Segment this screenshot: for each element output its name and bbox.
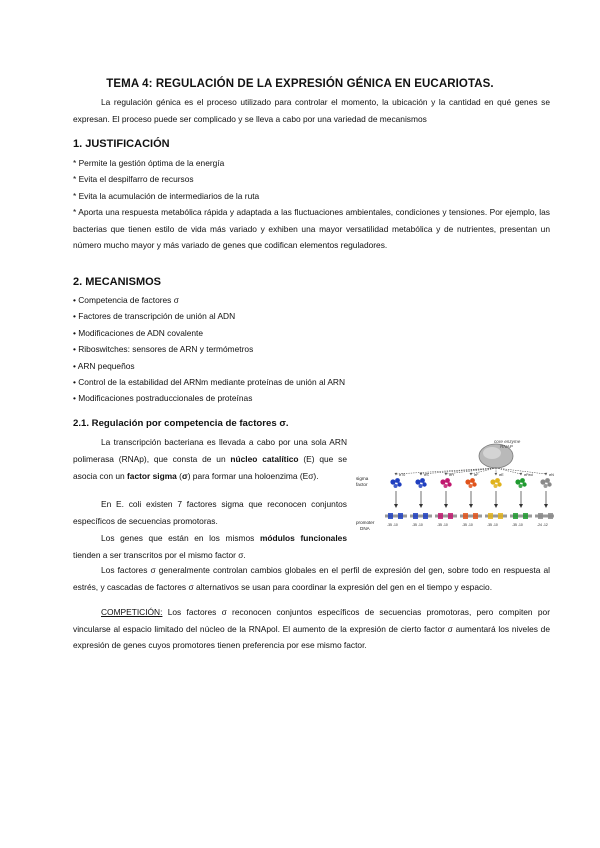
sigma-paragraph-1: La transcripción bacteriana es llevada a cabo por una sola ARN polimerasa (RNAp), que consta de un núcleo catalítico (E) que se asocia con un factor sigma (σ) para formar una holoenzima (Eσ).: [73, 437, 347, 481]
arrow-head: [394, 504, 398, 508]
list-item: * Evita el despilfarro de recursos: [73, 174, 194, 185]
arrow-head: [444, 504, 448, 508]
sigma-protein-domain: [444, 484, 448, 488]
sigma-factor-name: σF: [474, 473, 479, 477]
sigma-protein-domain: [415, 479, 420, 484]
sigma-protein-domain: [394, 484, 398, 488]
list-item: • Modificaciones postraduccionales de proteínas: [73, 393, 253, 404]
promoter-box-10: [448, 513, 453, 519]
list-item: • Riboswitches: sensores de ARN y termómetros: [73, 344, 254, 355]
sigma-paragraph-3: Los genes que están en los mismos módulos funcionales tienden a ser transcritos por el mismo factor σ.: [73, 533, 347, 560]
core-enzyme-highlight: [483, 447, 501, 459]
promoter-box-10: [398, 513, 403, 519]
page-title: TEMA 4: REGULACIÓN DE LA EXPRESIÓN GÉNICA EN EUCARIOTAS.: [106, 78, 494, 90]
sigma-protein-domain: [395, 478, 400, 483]
list-item: • Modificaciones de ADN covalente: [73, 327, 204, 338]
sigma-protein-domain: [497, 482, 501, 486]
list-item: * Evita la acumulación de intermediarios de la ruta: [73, 190, 260, 201]
sigma-paragraph-2: En E. coli existen 7 factores sigma que reconocen conjuntos específicos de secuencias promotoras.: [73, 499, 347, 526]
promoter-box-10: [423, 513, 428, 519]
promoter-box-35: [413, 513, 418, 519]
sigma-protein-domain: [522, 482, 526, 486]
sigma-protein-domain: [419, 484, 423, 488]
sigma-protein-domain: [469, 484, 473, 488]
sigma-factor-name: σFecI: [524, 473, 534, 477]
sigma-protein-domain: [540, 479, 545, 484]
promoter-position-label: -35 -10: [412, 523, 423, 527]
promoter-box-35: [388, 513, 393, 519]
sigma-factor-name: σN: [549, 473, 554, 477]
sigma-factor-name: σS: [424, 473, 429, 477]
sigma-paragraph-4: Los factores σ generalmente controlan cambios globales en el perfil de expresión del gen, sobre todo en respuesta al estrés, y cascadas de factores σ alternativos se usan para coordinar la expresión del gen en el tiempo y espacio.: [73, 565, 550, 592]
promoter-box-35: [463, 513, 468, 519]
sigma-protein-domain: [420, 478, 425, 483]
sigma-protein-domain: [472, 482, 476, 486]
arrow-head: [469, 504, 473, 508]
sigma-protein-domain: [470, 478, 475, 483]
promoter-position-label: -24 -12: [537, 523, 548, 527]
promoter-position-label: -35 -10: [437, 523, 448, 527]
section-1-heading: 1. JUSTIFICACIÓN: [73, 138, 170, 150]
list-item: • ARN pequeños: [73, 360, 135, 371]
promoter-position-label: -35 -10: [462, 523, 473, 527]
sigma-protein-domain: [440, 479, 445, 484]
arrow-head: [445, 473, 448, 476]
arrow-head: [520, 473, 523, 476]
promoter-box-35: [438, 513, 443, 519]
promoter-box-10: [498, 513, 503, 519]
rnap-label: RNAP: [500, 444, 513, 449]
sigma-protein-domain: [544, 484, 548, 488]
list-item: * Permite la gestión óptima de la energía: [73, 158, 225, 168]
sigma-protein-domain: [445, 478, 450, 483]
justification-list: [73, 155, 259, 204]
promoter-box-10: [473, 513, 478, 519]
list-item: • Competencia de factores σ: [73, 295, 179, 305]
promoter-box-10: [523, 513, 528, 519]
promoter-position-label: -35 -10: [387, 523, 398, 527]
sigma-protein-domain: [490, 479, 495, 484]
arrow-head: [470, 473, 473, 476]
sigma-protein-domain: [519, 484, 523, 488]
promoter-box-35: [538, 513, 543, 519]
sigma-protein-domain: [515, 479, 520, 484]
arrow-head: [544, 504, 548, 508]
promoter-position-label: -35 -10: [512, 523, 523, 527]
sigma-protein-domain: [390, 479, 395, 484]
list-item: • Factores de transcripción de unión al ADN: [73, 311, 236, 322]
dna-label: DNA: [360, 526, 370, 531]
sigma-factor-name: σH: [449, 473, 454, 477]
sigma-protein-domain: [547, 482, 551, 486]
sigma-protein-domain: [465, 479, 470, 484]
promoter-label: promoter: [356, 520, 375, 525]
sigma-protein-domain: [495, 478, 500, 483]
sigma-protein-domain: [397, 482, 401, 486]
sigma-protein-domain: [494, 484, 498, 488]
sigma-protein-domain: [422, 482, 426, 486]
section-2-heading: 2. MECANISMOS: [73, 276, 162, 288]
promoter-box-10: [548, 513, 553, 519]
arrow-head: [495, 473, 498, 476]
mechanisms-list: [73, 292, 345, 407]
promoter-position-label: -35 -10: [487, 523, 498, 527]
promoter-box-35: [488, 513, 493, 519]
factor-label: factor: [356, 482, 368, 487]
sigma-factor-name: σE: [499, 473, 504, 477]
section-2-1-heading: 2.1. Regulación por competencia de factores σ.: [73, 418, 289, 429]
sigma-label: sigma: [356, 476, 369, 481]
list-item: • Control de la estabilidad del ARNm mediante proteínas de unión al ARN: [73, 377, 346, 388]
sigma-protein-domain: [545, 478, 550, 483]
sigma-factor-name: σ70: [399, 473, 406, 477]
arrow-head: [519, 504, 523, 508]
sigma-protein-domain: [520, 478, 525, 483]
arrow-head: [494, 504, 498, 508]
intro-paragraph: La regulación génica es el proceso utilizado para controlar el momento, la ubicación y la cantidad en qué genes se expresan. El proceso puede ser complicado y se lleva a cabo por una variedad de mecanismos: [73, 97, 550, 124]
sigma-protein-domain: [447, 482, 451, 486]
arrow-head: [419, 504, 423, 508]
dashed-arrow: [421, 468, 496, 474]
justification-paragraph: * Aporta una respuesta metabólica rápida y adaptada a las fluctuaciones ambientales, condiciones y tensiones. Por ejemplo, las bacterias que tienen estilo de vida más variado y exhiben una mayor versatilidad metabólica y de nutrientes, presentan un número mucho mayor y más variado de genes que codifican elementos reguladores.: [73, 207, 550, 251]
promoter-box-35: [513, 513, 518, 519]
core-enzyme-label: core enzyme: [494, 439, 521, 444]
sigma-factor-figure: [354, 438, 554, 548]
competition-paragraph: COMPETICIÓN: Los factores σ reconocen conjuntos específicos de secuencias promotoras, pero compiten por vincularse al espacio limitado del núcleo de la RNApol. El aumento de la expresión de cierto factor σ aumentará los niveles de expresión de genes cuyos promotores tienen preferencia por ese mismo factor.: [73, 607, 550, 651]
